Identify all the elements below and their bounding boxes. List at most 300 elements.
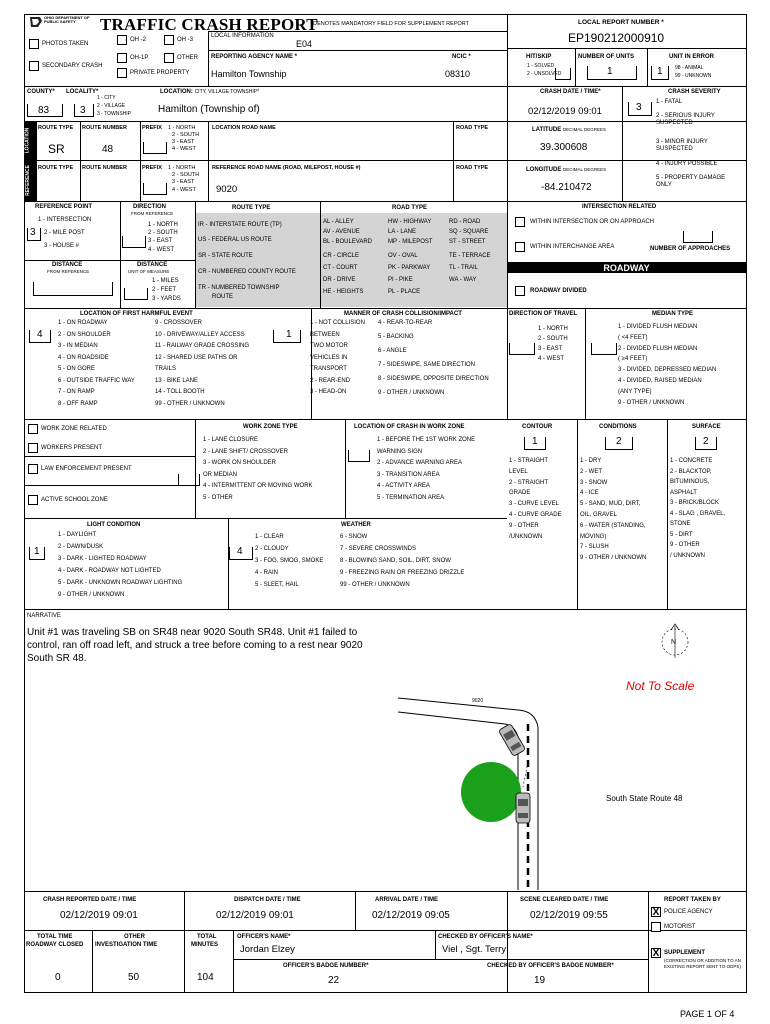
manner-opt-1: 1 - NOT COLLISION [310,320,365,326]
light-condition: 1 [34,546,40,557]
route-number[interactable]: 48 [102,144,114,155]
latitude-sub: DECIMAL DEGREES [562,127,606,132]
latitude[interactable]: 39.300608 [540,142,588,153]
roadway-label: ROADWAY [603,263,650,273]
harmful-event-opt2-4: 12 - SHARED USE PATHS OR [155,354,238,361]
contour-opt-4: GRADE [509,490,531,497]
report-title [100,16,318,34]
distance-box[interactable] [33,282,113,296]
direction-opt-4: 4 - WEST [148,247,175,253]
surface-opt-4: ASPHALT [670,489,697,496]
prefix-ref-opt-3: 3 - EAST [172,179,195,185]
hit-skip-box[interactable] [555,68,571,80]
harmful-event-opt-8: 8 - OFF RAMP [58,400,98,407]
route-type-opt-2: US - FEDERAL US ROUTE [198,237,272,243]
road-type-c2-5: PK - PARKWAY [388,265,431,271]
officer-name-label: OFFICER'S NAME* [237,934,291,940]
direction-travel-box[interactable] [509,343,535,355]
road-type-c3-1: RD - ROAD [449,219,481,225]
manner-opt-3: TWO MOTOR [310,343,348,349]
direction-label: DIRECTION [133,204,166,210]
road-type-c3-2: SQ - SQUARE [449,229,489,235]
surface-opt-8: 5 - DIRT [670,531,693,538]
reporting-agency-label: REPORTING AGENCY NAME * [211,54,298,60]
surface-opt-9: 9 - OTHER [670,542,700,548]
side-reference-label: REFERENCE [24,165,31,196]
direction-travel-opt-1: 1 - NORTH [538,326,568,332]
median-opt-2: ( <4 FEET) [618,334,648,341]
work-zone-location-opt-3: 2 - ADVANCE WARNING AREA [377,460,463,466]
harmful-event-opt2-8: 99 - OTHER / UNKNOWN [155,400,225,407]
road-type-c1-7: HE - HEIGHTS [323,289,364,295]
prefix-label: PREFIX [142,125,162,131]
surface-opt-10: / UNKNOWN [670,552,705,559]
other-time-label-2: INVESTIGATION TIME [95,942,158,948]
direction-opt-2: 2 - SOUTH [148,230,178,236]
arrival-label: ARRIVAL DATE / TIME [375,897,438,903]
oh1p-checkbox[interactable] [117,53,127,63]
reference-point-opt-1: 1 - INTERSECTION [38,217,92,223]
route-type-opt-4: CR - NUMBERED COUNTY ROUTE [198,269,296,275]
oh2-label: OH -2 [130,37,147,43]
harmful-event-opt2-3: 11 - RAILWAY GRADE CROSSING [155,343,250,349]
manner-opt2-6: 9 - OTHER / UNKNOWN [378,390,445,396]
work-zone-location-label: LOCATION OF CRASH IN WORK ZONE [354,424,465,430]
checked-by[interactable]: Viel , Sgt. Terry [442,944,507,955]
page-number: PAGE 1 OF 4 [680,1009,735,1019]
unit-in-error: 1 [657,66,663,77]
severity-opt-4: 4 - INJURY POSSIBLE [656,161,718,167]
road-type-c2-3: MP - MILEPOST [388,239,433,245]
driveway-edge-top [398,698,518,710]
private-property-label: PRIVATE PROPERTY [130,70,190,76]
latitude-label-text: LATITUDE [532,127,562,133]
conditions-opt-2: 2 - WET [580,468,602,475]
contour-opt-8: /UNKNOWN [509,533,543,540]
weather-opt2-3: 8 - BLOWING SAND, SOIL, DIRT, SNOW [340,558,451,564]
weather-opt2-5: 99 - OTHER / UNKNOWN [340,582,410,588]
harmful-event-opt-4: 4 - ON ROADSIDE [58,354,109,361]
location-label-text: LOCATION: [160,89,193,95]
other-checkbox[interactable] [164,53,174,63]
work-zone-location-box[interactable] [348,450,370,462]
manner-opt-6: 2 - REAR-END [310,377,351,384]
light-opt-3: 3 - DARK - LIGHTED ROADWAY [58,556,147,562]
odps-logo-text: OHIO DEPARTMENT OF PUBLIC SAFETY [44,15,90,24]
road-type-c1-5: CT - COURT [323,265,358,271]
location-label [160,89,259,96]
locality-opt-3: 3 - TOWNSHIP [97,111,131,117]
harmful-event-opt2-2: 10 - DRIVEWAY/ALLEY ACCESS [155,331,245,338]
weather-opt-3: 3 - FOG, SMOG, SMOKE [255,558,324,564]
photos-taken-label: PHOTOS TAKEN [42,41,89,47]
prefix-ref-box[interactable] [143,183,167,195]
contour-opt-7: 9 - OTHER [509,522,539,529]
conditions-opt-10: 9 - OTHER / UNKNOWN [580,555,647,562]
arrival[interactable]: 02/12/2019 09:05 [372,910,450,921]
work-zone-location-opt-5: 4 - ACTIVITY AREA [377,483,430,489]
badge-label: OFFICER'S BADGE NUMBER* [283,963,369,969]
road-type-c2-2: LA - LANE [388,229,417,235]
distance-label: DISTANCE [52,262,83,268]
severity: 3 [636,102,642,113]
other-time[interactable]: 50 [128,972,140,983]
location-value[interactable]: Hamilton (Township of) [158,104,260,115]
narrative-label: NARRATIVE [27,613,61,619]
harmful-event-opt2-1: 9 - CROSSOVER [155,320,203,326]
locality-opt-2: 2 - VILLAGE [97,103,126,109]
approaches-box[interactable] [683,231,713,243]
route-type-label: ROUTE TYPE [38,125,74,131]
prefix-ref-opt-2: 2 - SOUTH [172,172,200,178]
oh1p-label: OH-1P [130,55,149,61]
supplement-note: (CORRECTION OR ADDITION TO AN EXISTING REPORT SENT TO ODPS) [664,958,741,969]
work-zone-type-box[interactable] [178,474,200,486]
surface-opt-1: 1 - CONCRETE [670,458,713,464]
cleared[interactable]: 02/12/2019 09:55 [530,910,608,921]
route-type-opt-5: TR - NUMBERED TOWNSHIP [198,285,280,291]
dispatch-label: DISPATCH DATE / TIME [234,897,301,903]
work-zone-type-opt-2: 2 - LANE SHIFT/ CROSSOVER [203,448,289,455]
longitude-label-text: LONGITUDE [526,167,562,173]
prefix-label-ref: PREFIX [142,165,162,171]
total-minutes-label-1: TOTAL [197,934,217,940]
distance2-label: DISTANCE [137,262,168,268]
surface-opt-7: STONE [670,521,691,527]
within-interchange-checkbox[interactable] [515,242,525,252]
harmful-event-opt-3: 3 - IN MEDIAN [58,343,98,349]
manner-opt2-3: 6 - ANGLE [378,348,407,354]
prefix-opt-1: 1 - NORTH [168,125,196,131]
locality-label: LOCALITY* [66,89,99,95]
severity-opt-1: 1 - FATAL [656,99,683,105]
number-of-units-label: NUMBER OF UNITS [578,54,634,60]
supplement-label: SUPPLEMENT [664,950,706,956]
work-zone-location-opt-2: WARNING SIGN [377,448,423,455]
conditions-opt-8: MOVING) [580,533,607,540]
contour-opt-5: 3 - CURVE LEVEL [509,501,559,508]
officer-name[interactable]: Jordan Elzey [240,944,295,955]
road-type-c3-3: ST - STREET [449,239,486,245]
surface-label: SURFACE [692,424,721,430]
ncic-label: NCIC * [452,54,471,60]
median-opt-7: (ANY TYPE) [618,388,652,395]
longitude-sub: DECIMAL DEGREES [563,167,607,172]
direction-travel-opt-3: 3 - EAST [538,346,563,352]
secondary-crash-checkbox[interactable] [29,61,39,71]
manner-opt2-1: 4 - REAR-TO-REAR [378,320,433,326]
ncic[interactable]: 08310 [445,69,471,79]
other-time-label-1: OTHER [124,934,145,940]
hit-skip-label: HIT/SKIP [526,54,552,60]
road-type-label-1: ROAD TYPE [456,125,489,131]
narrative-text[interactable]: Unit #1 was traveling SB on SR48 near 9020 South SR48. Unit #1 failed to control, ran off road left, and struck a tree before coming to a rest near 9020 South SR 48. [27,627,363,664]
work-zone-related-label: WORK ZONE RELATED [41,426,107,432]
manner-opt-2: BETWEEN [310,331,340,338]
within-intersection-label: WITHIN INTERSECTION OR ON APPROACH [530,219,655,225]
conditions-opt-3: 3 - SNOW [580,479,608,486]
checked-badge[interactable]: 19 [534,975,546,986]
work-zone-location-opt-1: 1 - BEFORE THE 1ST WORK ZONE [377,437,476,443]
contour-opt-2: LEVEL [509,468,528,475]
police-agency-checkbox[interactable]: X [652,907,660,918]
side-location-label: LOCATION [24,127,31,154]
weather-opt-5: 5 - SLEET, HAIL [255,582,299,588]
direction-travel-label: DIRECTION OF TRAVEL [509,311,578,317]
light-opt-2: 2 - DAWN/DUSK [58,544,104,550]
harmful-event-opt-6: 6 - OUTSIDE TRAFFIC WAY [58,377,135,384]
latitude-label [532,126,606,134]
hit-skip-opt-1: 1 - SOLVED [527,63,555,69]
route-type-opt-1: IR - INTERSTATE ROUTE (TP) [198,222,282,228]
motorist-label: MOTORIST [664,924,696,930]
work-zone-related-checkbox[interactable] [28,424,38,434]
work-zone-type-label: WORK ZONE TYPE [243,424,298,430]
contour: 1 [532,436,538,447]
odps-logo [28,15,98,29]
number-of-approaches-label: NUMBER OF APPROACHES [650,246,731,252]
weather-label: WEATHER [341,522,371,528]
private-property-checkbox[interactable] [117,68,127,78]
road-type-c1-2: AV - AVENUE [323,229,360,235]
prefix-ref-opt-4: 4 - WEST [172,187,196,193]
law-enforcement-label: LAW ENFORCEMENT PRESENT [41,466,132,472]
harmful-event-opt-2: 2 - ON SHOULDER [58,331,111,338]
roadway-divided-checkbox[interactable] [515,286,525,296]
school-zone-label: ACTIVE SCHOOL ZONE [41,497,108,503]
harmful-event: 4 [37,329,43,340]
oh3-checkbox[interactable] [164,35,174,45]
median-opt-5: 3 - DIVIDED, DEPRESSED MEDIAN [618,367,717,374]
work-zone-location-opt-6: 5 - TERMINATION AREA [377,494,445,501]
distance-sub: FROM REFERENCE [47,269,90,274]
route-type[interactable]: SR [48,142,65,156]
roadway-divided-label: ROADWAY DIVIDED [530,288,587,294]
report-taken-label: REPORT TAKEN BY [664,897,721,903]
reference-point-opt-2: 2 - MILE POST [44,230,85,236]
median-opt-1: 1 - DIVIDED FLUSH MEDIAN [618,324,698,330]
manner-opt2-2: 5 - BACKING [378,334,414,340]
county-label: COUNTY* [27,89,55,95]
direction-opt-3: 3 - EAST [148,238,173,244]
distance-unit-box[interactable] [124,288,148,300]
distance-opt-1: 1 - MILES [152,278,179,284]
weather-opt2-2: 7 - SEVERE CROSSWINDS [340,546,417,552]
street-label-9020: 9020 [472,698,484,704]
road-type-c2-1: HW - HIGHWAY [388,219,432,225]
tree-icon [461,762,521,822]
crash-date-label: CRASH DATE / TIME* [540,89,601,95]
conditions-opt-6: OIL, GRAVEL [580,512,617,518]
local-report-number: EP190212000910 [568,31,665,45]
median-type-label: MEDIAN TYPE [652,311,694,317]
median-opt-3: 2 - DIVIDED FLUSH MEDIAN [618,345,698,352]
reporting-agency[interactable]: Hamilton Township [211,69,287,79]
checked-by-label: CHECKED BY OFFICER'S NAME* [438,934,533,940]
route-number-label: ROUTE NUMBER [82,125,127,131]
work-zone-type-opt-3: 3 - WORK ON SHOULDER [203,460,277,466]
total-minutes[interactable]: 104 [197,972,214,983]
median-opt-6: 4 - DIVIDED, RAISED MEDIAN [618,378,702,384]
prefix-box[interactable] [143,142,167,154]
road-type-c1-1: AL - ALLEY [323,219,354,225]
county: 83 [38,105,50,116]
weather-opt2-1: 6 - SNOW [340,534,368,540]
road-type-c3-5: TL - TRAIL [449,265,479,271]
direction-travel-opt-4: 4 - WEST [538,356,565,362]
north-label: N [671,639,677,646]
light-opt-4: 4 - DARK - ROADWAY NOT LIGHTED [58,568,161,574]
total-time-label-1: TOTAL TIME [37,934,73,940]
other-label: OTHER [177,55,198,61]
conditions-label: CONDITIONS [599,424,637,430]
direction-travel-opt-2: 2 - SOUTH [538,336,568,342]
locality: 3 [80,105,86,116]
direction-sub: FROM REFERENCE [131,211,174,216]
manner-opt-7: 3 - HEAD-ON [310,389,347,395]
manner-opt2-4: 7 - SIDESWIPE, SAME DIRECTION [378,362,476,368]
weather-opt-1: 1 - CLEAR [255,534,284,540]
conditions-opt-1: 1 - DRY [580,458,602,464]
oh2-checkbox[interactable] [117,35,127,45]
prefix-opt-2: 2 - SOUTH [172,132,200,138]
longitude[interactable]: -84.210472 [541,182,592,193]
reference-road[interactable]: 9020 [216,184,238,195]
median-opt-4: ( ≥4 FEET) [618,356,648,363]
unit-in-error-label: UNIT IN ERROR [669,54,714,60]
workers-present-checkbox[interactable] [28,443,38,453]
conditions-opt-7: 6 - WATER (STANDING, [580,522,646,529]
reference-point-opt-3: 3 - HOUSE # [44,243,80,249]
dispatch[interactable]: 02/12/2019 09:01 [216,910,294,921]
harmful-event-opt-1: 1 - ON ROADWAY [58,320,108,326]
surface: 2 [703,436,709,447]
police-agency-label: POLICE AGENCY [664,909,713,915]
road-type-label-2: ROAD TYPE [456,165,489,171]
road-type-c1-4: CR - CIRCLE [323,253,360,259]
not-to-scale-label: Not To Scale [626,679,695,693]
weather: 4 [237,546,243,557]
intersection-related-label: INTERSECTION RELATED [582,204,657,210]
harmful-event-opt-5: 5 - ON GORE [58,366,96,372]
within-interchange-label: WITHIN INTERCHANGE AREA [530,244,615,250]
location-sub: CITY, VILLAGE TOWNSHIP* [194,89,260,95]
light-opt-6: 9 - OTHER / UNKNOWN [58,592,125,598]
direction-box[interactable] [122,236,146,248]
crash-diagram [380,612,746,890]
reference-point-label: REFERENCE POINT [35,204,93,210]
street-label-sr48: South State Route 48 [606,794,683,803]
conditions: 2 [616,436,622,447]
surface-opt-2: 2 - BLACKTOP, [670,468,712,475]
distance-opt-2: 2 - FEET [152,287,177,293]
light-condition-label: LIGHT CONDITION [87,522,141,528]
total-minutes-label-2: MINUTES [191,942,218,948]
harmful-event-opt-7: 7 - ON RAMP [58,389,95,395]
median-type-box[interactable] [591,343,617,355]
surface-opt-6: 4 - SLAG , GRAVEL, [670,510,726,517]
surface-opt-3: BITUMINOUS, [670,479,710,485]
oh3-label: OH -3 [177,37,194,43]
work-zone-type-opt-6: 5 - OTHER [203,494,233,501]
manner-opt-5: TRANSPORT [310,366,347,372]
route-number-label-ref: ROUTE NUMBER [82,165,127,171]
cleared-label: SCENE CLEARED DATE / TIME [520,897,609,903]
median-opt-8: 9 - OTHER / UNKNOWN [618,399,685,406]
conditions-opt-5: 5 - SAND, MUD, DIRT, [580,501,641,508]
reported[interactable]: 02/12/2019 09:01 [60,910,138,921]
location-road-name-label: LOCATION ROAD NAME [212,125,276,131]
road-type-legend-label: ROAD TYPE [392,205,428,211]
severity-opt-2: 2 - SERIOUS INJURY SUSPECTED [656,113,715,126]
local-information-label: LOCAL INFORMATION [211,33,274,39]
secondary-crash-label: SECONDARY CRASH [42,63,103,69]
route-type-label-ref: ROUTE TYPE [38,165,74,171]
road-type-c1-3: BL - BOULEVARD [323,239,373,245]
severity-opt-3: 3 - MINOR INJURY SUSPECTED [656,139,708,152]
local-information[interactable]: E04 [296,39,313,49]
crash-date[interactable]: 02/12/2019 09:01 [528,106,602,117]
harmful-event-opt2-6: 13 - BIKE LANE [155,377,199,384]
manner: 1 [286,329,292,340]
law-enforcement-checkbox[interactable] [28,464,38,474]
contour-opt-6: 4 - CURVE GRADE [509,512,562,518]
prefix-ref-opt-1: 1 - NORTH [168,165,196,171]
road-type-c2-6: PI - PIKE [388,277,413,283]
contour-label: CONTOUR [522,424,553,430]
photos-taken-checkbox[interactable] [29,39,39,49]
conditions-opt-4: 4 - ICE [580,490,599,497]
manner-opt2-5: 8 - SIDESWIPE, OPPOSITE DIRECTION [378,376,489,382]
surface-opt-5: 3 - BRICK/BLOCK [670,500,720,506]
longitude-label [526,166,606,174]
severity-label: CRASH SEVERITY [668,89,721,95]
manner-label: MANNER OF CRASH COLLISION/IMPACT [344,311,462,317]
reference-point: 3 [30,227,36,238]
prefix-opt-4: 4 - WEST [172,146,196,152]
road-type-c3-4: TE - TERRACE [449,253,491,259]
weather-opt-4: 4 - RAIN [255,570,279,576]
distance2-sub: UNIT OF MEASURE [128,269,170,274]
supplement-checkbox[interactable]: X [652,948,660,959]
light-opt-5: 5 - DARK - UNKNOWN ROADWAY LIGHTING [58,580,183,586]
report-title-text: TRAFFIC CRASH REPORT [100,15,318,34]
total-time[interactable]: 0 [55,972,61,983]
motorist-checkbox[interactable] [651,922,661,932]
route-type-opt-3: SR - STATE ROUTE [198,253,253,259]
work-zone-type-opt-1: 1 - LANE CLOSURE [203,437,259,443]
work-zone-type-opt-5: 4 - INTERMITTENT OR MOVING WORK [203,483,313,489]
reported-label: CRASH REPORTED DATE / TIME [43,897,137,903]
school-zone-checkbox[interactable] [28,495,38,505]
reference-road-label: REFERENCE ROAD NAME (ROAD, MILEPOST, HOUSE #) [212,165,361,171]
work-zone-location-opt-4: 3 - TRANSITION AREA [377,471,440,478]
severity-opt-5: 5 - PROPERTY DAMAGE ONLY [656,175,726,188]
within-intersection-checkbox[interactable] [515,217,525,227]
direction-opt-1: 1 - NORTH [148,222,178,228]
road-type-c1-6: DR - DRIVE [323,277,356,283]
local-report-number-label: LOCAL REPORT NUMBER * [578,19,664,26]
distance-opt-3: 3 - YARDS [152,296,181,302]
manner-opt-4: VEHICLES IN [310,354,348,361]
badge[interactable]: 22 [328,975,340,986]
mandatory-note: *DENOTES MANDATORY FIELD FOR SUPPLEMENT REPORT [311,21,470,27]
number-of-units: 1 [607,66,613,77]
total-time-label-2: ROADWAY CLOSED [26,942,84,948]
vehicle-icon [498,724,525,757]
checked-badge-label: CHECKED BY OFFICER'S BADGE NUMBER* [487,963,614,969]
route-type-opt-6: ROUTE [212,294,233,300]
